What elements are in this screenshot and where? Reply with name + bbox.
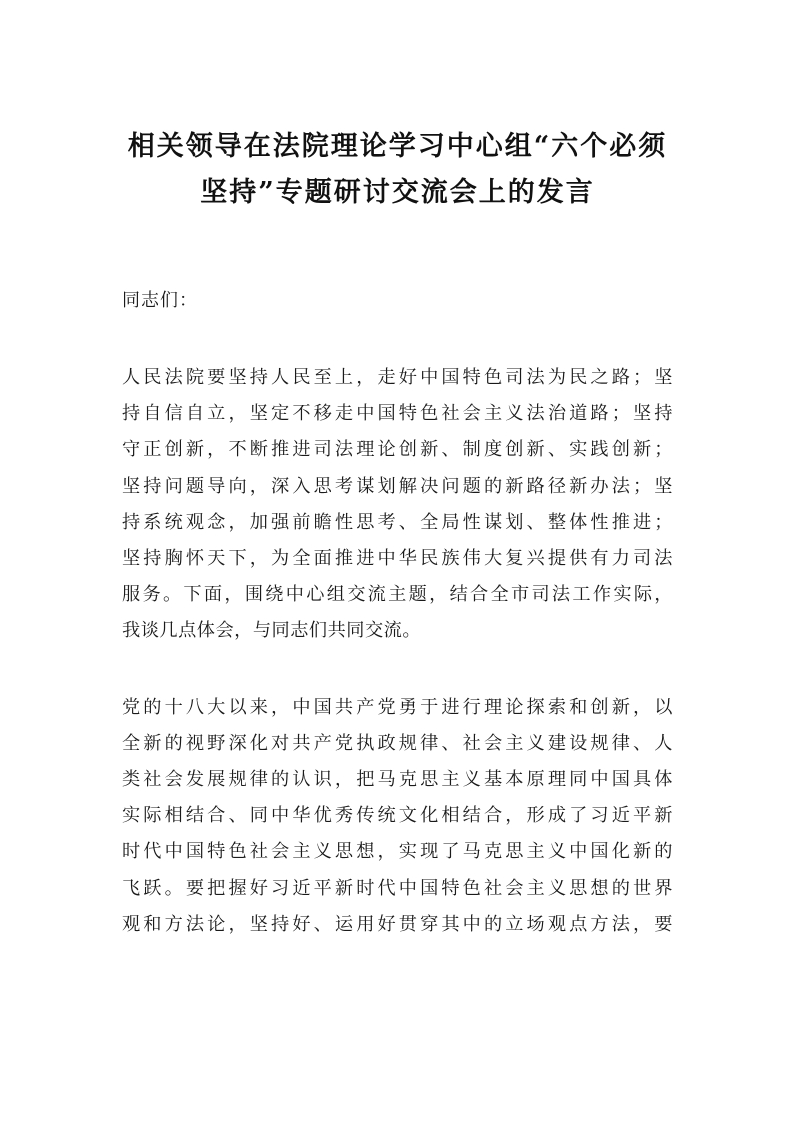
paragraph-line: 全新的视野深化对共产党执政规律、社会主义建设规律、人	[122, 732, 673, 754]
paragraph-line: 持自信自立，坚定不移走中国特色社会主义法治道路；坚持	[122, 403, 673, 425]
paragraph-line: 时代中国特色社会主义思想，实现了马克思主义中国化新的	[122, 841, 673, 863]
paragraph-line: 持系统观念，加强前瞻性思考、全局性谋划、整体性推进；	[122, 511, 673, 533]
paragraph-line: 观和方法论，坚持好、运用好贯穿其中的立场观点方法，要	[122, 913, 673, 935]
paragraph-line: 坚持胸怀天下，为全面推进中华民族伟大复兴提供有力司法	[122, 548, 673, 570]
paragraph-line: 党的十八大以来，中国共产党勇于进行理论探索和创新，以	[122, 696, 673, 718]
paragraph-line: 类社会发展规律的认识，把马克思主义基本原理同中国具体	[122, 769, 673, 791]
paragraph-line: 飞跃。要把握好习近平新时代中国特色社会主义思想的世界	[122, 877, 673, 899]
title-line: 坚持”专题研讨交流会上的发言	[200, 177, 595, 208]
paragraph-1	[122, 360, 673, 650]
paragraph-line: 守正创新，不断推进司法理论创新、制度创新、实践创新；	[122, 439, 673, 461]
paragraph-2	[122, 690, 673, 943]
paragraph-line: 坚持问题导向，深入思考谋划解决问题的新路径新办法；坚	[122, 475, 673, 497]
paragraph-line: 服务。下面，围绕中心组交流主题，结合全市司法工作实际，	[122, 584, 673, 606]
paragraph-line: 我谈几点体会，与同志们共同交流。	[122, 620, 422, 642]
salutation: 同志们：	[122, 290, 198, 311]
title-line: 相关领导在法院理论学习中心组“六个必须	[127, 131, 668, 162]
document-title	[122, 124, 673, 216]
paragraph-line: 人民法院要坚持人民至上，走好中国特色司法为民之路；坚	[122, 367, 673, 388]
paragraph-line: 实际相结合、同中华优秀传统文化相结合，形成了习近平新	[122, 805, 673, 827]
